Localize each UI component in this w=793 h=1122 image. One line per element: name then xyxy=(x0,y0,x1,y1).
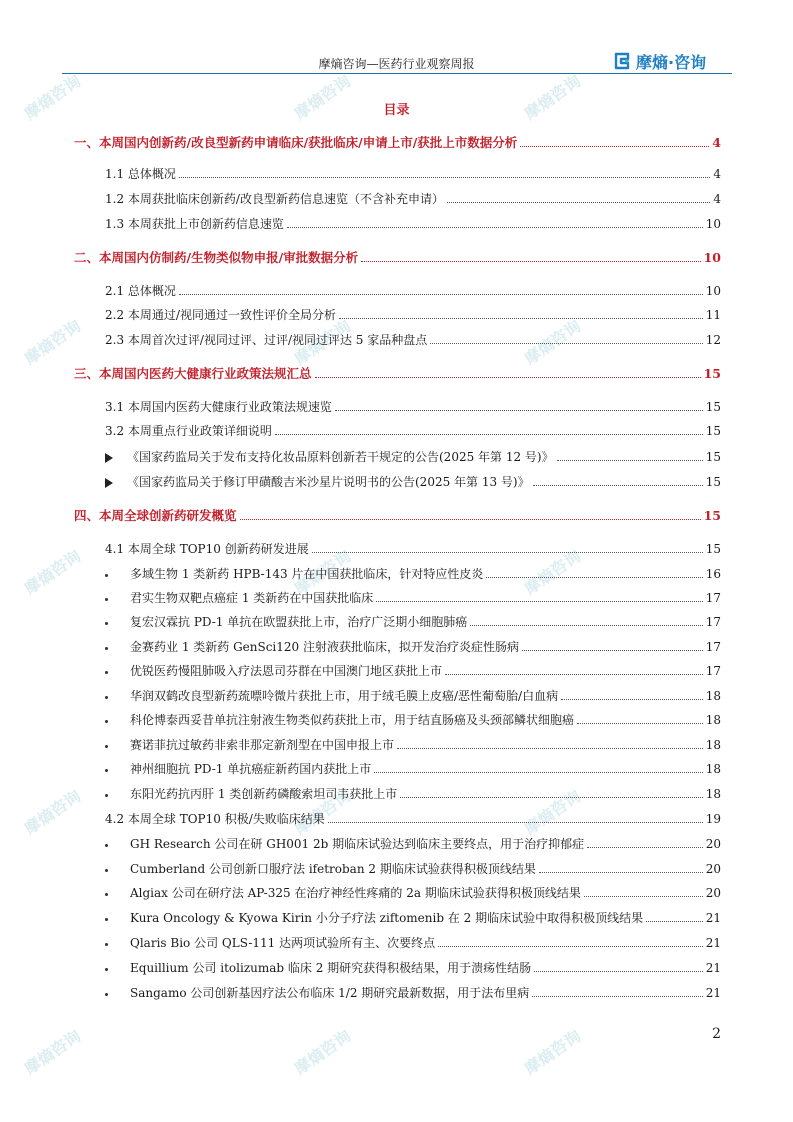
toc-section-entry[interactable] xyxy=(0,130,793,150)
watermark: 摩熵咨询 xyxy=(20,1026,85,1079)
toc-entry-page: 19 xyxy=(705,812,721,826)
dot-bullet-icon xyxy=(105,968,108,971)
dot-bullet-icon xyxy=(105,671,108,674)
toc-entry-page: 20 xyxy=(705,886,721,900)
arrow-bullet-icon xyxy=(105,453,113,463)
toc-entry[interactable] xyxy=(0,327,793,347)
dot-bullet-icon xyxy=(105,893,108,896)
toc-entry-page: 11 xyxy=(705,308,721,322)
toc-entry-text: 3.1 本周国内医药大健康行业政策法规速览 xyxy=(105,400,332,414)
logo-icon xyxy=(612,51,632,71)
toc-entry-page: 4 xyxy=(713,167,721,181)
toc-entry[interactable] xyxy=(0,955,793,975)
toc-entry-page: 17 xyxy=(705,591,721,605)
watermark: 摩熵咨询 xyxy=(20,71,85,124)
toc-entry[interactable] xyxy=(0,394,793,414)
dot-bullet-icon xyxy=(105,720,108,723)
toc-entry[interactable] xyxy=(0,781,793,801)
toc-entry[interactable] xyxy=(0,980,793,1000)
page-number: 2 xyxy=(712,1026,721,1042)
toc-leader-dots xyxy=(447,202,710,203)
toc-entry-page: 15 xyxy=(705,424,721,438)
toc-entry-text: 2.2 本周通过/视同通过一致性评价全局分析 xyxy=(105,308,336,322)
toc-entry-page: 12 xyxy=(705,333,721,347)
toc-entry-text: 1.3 本周获批上市创新药信息速览 xyxy=(105,217,284,231)
toc-entry-text: 华润双鹤改良型新药巯嘌呤微片获批上市，用于绒毛膜上皮癌/恶性葡萄胎/白血病 xyxy=(130,689,559,703)
toc-leader-dots xyxy=(532,996,702,997)
toc-entry-page: 15 xyxy=(705,475,721,489)
toc-entry-page: 18 xyxy=(705,738,721,752)
toc-leader-dots xyxy=(587,847,703,848)
toc-section-entry[interactable] xyxy=(0,361,793,381)
toc-entry-text: GH Research 公司在研 GH001 2b 期临床试验达到临床主要终点，用于治疗抑郁症 xyxy=(130,837,585,851)
toc-entry[interactable] xyxy=(0,905,793,925)
toc-entry-page: 18 xyxy=(705,762,721,776)
toc-entry[interactable] xyxy=(0,444,793,464)
dot-bullet-icon xyxy=(105,622,108,625)
toc-leader-dots xyxy=(400,797,702,798)
toc-leader-dots xyxy=(584,896,703,897)
watermark: 摩熵咨询 xyxy=(520,71,585,124)
watermark: 摩熵咨询 xyxy=(290,786,355,839)
toc-entry-page: 17 xyxy=(705,615,721,629)
toc-leader-dots xyxy=(374,772,702,773)
toc-entry[interactable] xyxy=(0,756,793,776)
toc-entry-page: 20 xyxy=(705,837,721,851)
dot-bullet-icon xyxy=(105,745,108,748)
toc-leader-dots xyxy=(561,699,703,700)
toc-entry-page: 21 xyxy=(705,961,721,975)
toc-entry-text: 3.2 本周重点行业政策详细说明 xyxy=(105,424,272,438)
company-logo xyxy=(612,50,722,72)
toc-entry-text: 《国家药监局关于修订甲磺酸吉米沙星片说明书的公告(2025 年第 13 号)》 xyxy=(127,475,530,489)
toc-entry-text: 2.1 总体概况 xyxy=(105,284,176,298)
toc-entry-page: 21 xyxy=(705,911,721,925)
toc-entry[interactable] xyxy=(0,186,793,206)
toc-leader-dots xyxy=(287,227,703,228)
toc-entry-text: 三、本周国内医药大健康行业政策法规汇总 xyxy=(74,366,312,381)
toc-leader-dots xyxy=(534,971,703,972)
toc-leader-dots xyxy=(312,552,703,553)
toc-leader-dots xyxy=(533,485,703,486)
watermark: 摩熵咨询 xyxy=(520,316,585,369)
toc-entry[interactable] xyxy=(0,609,793,629)
dot-bullet-icon xyxy=(105,696,108,699)
toc-leader-dots xyxy=(438,946,703,947)
toc-entry-page: 15 xyxy=(703,508,721,523)
toc-leader-dots xyxy=(275,434,703,435)
dot-bullet-icon xyxy=(105,598,108,601)
toc-section-entry[interactable] xyxy=(0,503,793,523)
dot-bullet-icon xyxy=(105,844,108,847)
header-divider xyxy=(62,73,732,74)
toc-entry[interactable] xyxy=(0,683,793,703)
dot-bullet-icon xyxy=(105,993,108,996)
toc-entry-page: 15 xyxy=(705,542,721,556)
watermark: 摩熵咨询 xyxy=(20,316,85,369)
toc-leader-dots xyxy=(397,748,703,749)
toc-entry-page: 4 xyxy=(713,192,721,206)
toc-leader-dots xyxy=(179,177,710,178)
toc-title: 目录 xyxy=(383,103,410,118)
toc-entry[interactable] xyxy=(0,211,793,231)
toc-leader-dots xyxy=(646,921,703,922)
toc-entry[interactable] xyxy=(0,732,793,752)
toc-entry-page: 15 xyxy=(705,450,721,464)
toc-entry-page: 21 xyxy=(705,986,721,1000)
dot-bullet-icon xyxy=(105,869,108,872)
toc-entry-page: 18 xyxy=(705,713,721,727)
toc-entry-text: 科伦博泰西妥昔单抗注射液生物类似药获批上市，用于结直肠癌及头颈部鳞状细胞癌 xyxy=(130,713,575,727)
toc-entry[interactable] xyxy=(0,658,793,678)
toc-entry-text: 二、本周国内仿制药/生物类似物申报/审批数据分析 xyxy=(74,250,359,265)
toc-leader-dots xyxy=(376,601,702,602)
toc-entry[interactable] xyxy=(0,302,793,322)
toc-entry-text: 1.2 本周获批临床创新药/改良型新药信息速览（不含补充申请） xyxy=(105,192,444,206)
toc-entry-text: 复宏汉霖抗 PD-1 单抗在欧盟获批上市，治疗广泛期小细胞肺癌 xyxy=(130,615,468,629)
toc-entry[interactable] xyxy=(0,806,793,826)
toc-entry[interactable] xyxy=(0,856,793,876)
toc-leader-dots xyxy=(179,294,703,295)
toc-leader-dots xyxy=(445,674,703,675)
toc-leader-dots xyxy=(339,318,703,319)
watermark: 摩熵咨询 xyxy=(520,1026,585,1079)
toc-leader-dots xyxy=(430,343,702,344)
toc-leader-dots xyxy=(520,146,709,147)
toc-leader-dots xyxy=(315,377,701,378)
toc-entry-text: 多域生物 1 类新药 HPB-143 片在中国获批临床，针对特应性皮炎 xyxy=(130,567,484,581)
toc-entry-text: 东阳光药抗丙肝 1 类创新药磷酸索坦司韦获批上市 xyxy=(130,787,398,801)
toc-leader-dots xyxy=(539,872,703,873)
toc-entry[interactable] xyxy=(0,634,793,654)
toc-entry-page: 21 xyxy=(705,936,721,950)
watermark: 摩熵咨询 xyxy=(520,786,585,839)
watermark: 摩熵咨询 xyxy=(290,546,355,599)
toc-entry[interactable] xyxy=(0,930,793,950)
toc-entry-page: 4 xyxy=(712,135,721,150)
watermark: 摩熵咨询 xyxy=(290,316,355,369)
logo-text: 摩熵·咨询 xyxy=(636,52,707,72)
toc-entry-text: 2.3 本周首次过评/视同过评、过评/视同过评达 5 家品种盘点 xyxy=(105,333,428,347)
toc-entry-text: 1.1 总体概况 xyxy=(105,167,176,181)
toc-entry-text: 四、本周全球创新药研发概览 xyxy=(74,508,237,523)
toc-entry-page: 18 xyxy=(705,787,721,801)
toc-entry-text: Kura Oncology & Kyowa Kirin 小分子疗法 ziftomenib 在 2 期临床试验中取得积极顶线结果 xyxy=(130,911,644,925)
header-title: 摩熵咨询—医药行业观察周报 xyxy=(318,57,475,71)
dot-bullet-icon xyxy=(105,943,108,946)
toc-leader-dots xyxy=(470,625,702,626)
toc-entry[interactable] xyxy=(0,278,793,298)
dot-bullet-icon xyxy=(105,574,108,577)
toc-entry-text: 君实生物双靶点癌症 1 类新药在中国获批临床 xyxy=(130,591,374,605)
toc-entry-text: 一、本周国内创新药/改良型新药申请临床/获批临床/申请上市/获批上市数据分析 xyxy=(74,135,518,150)
watermark: 摩熵咨询 xyxy=(520,546,585,599)
toc-entry-text: Sangamo 公司创新基因疗法公布临床 1/2 期研究最新数据，用于法布里病 xyxy=(130,986,530,1000)
toc-entry[interactable] xyxy=(0,536,793,556)
dot-bullet-icon xyxy=(105,769,108,772)
toc-entry-page: 16 xyxy=(705,567,721,581)
arrow-bullet-icon xyxy=(105,478,113,488)
toc-entry-text: 《国家药监局关于发布支持化妆品原料创新若干规定的公告(2025 年第 12 号)》 xyxy=(127,450,554,464)
toc-entry-text: Qlaris Bio 公司 QLS-111 达两项试验所有主、次要终点 xyxy=(130,936,436,950)
toc-leader-dots xyxy=(328,822,703,823)
dot-bullet-icon xyxy=(105,647,108,650)
toc-entry-text: Cumberland 公司创新口服疗法 ifetroban 2 期临床试验获得积极顶线结果 xyxy=(130,862,536,876)
toc-entry-page: 15 xyxy=(705,400,721,414)
toc-entry-page: 10 xyxy=(705,284,721,298)
watermark: 摩熵咨询 xyxy=(20,546,85,599)
toc-leader-dots xyxy=(577,723,703,724)
dot-bullet-icon xyxy=(105,794,108,797)
toc-entry[interactable] xyxy=(0,880,793,900)
toc-leader-dots xyxy=(240,519,701,520)
toc-entry-text: 4.1 本周全球 TOP10 创新药研发进展 xyxy=(105,542,309,556)
watermark: 摩熵咨询 xyxy=(290,1026,355,1079)
toc-entry[interactable] xyxy=(0,469,793,489)
toc-leader-dots xyxy=(361,261,700,262)
toc-entry-text: Algiax 公司在研疗法 AP-325 在治疗神经性疼痛的 2a 期临床试验获得积极顶线结果 xyxy=(130,886,581,900)
toc-entry-page: 20 xyxy=(705,862,721,876)
toc-entry[interactable] xyxy=(0,418,793,438)
toc-entry[interactable] xyxy=(0,561,793,581)
toc-entry-text: 神州细胞抗 PD-1 单抗癌症新药国内获批上市 xyxy=(130,762,372,776)
toc-entry[interactable] xyxy=(0,585,793,605)
toc-entry-page: 17 xyxy=(705,640,721,654)
toc-entry-text: Equillium 公司 itolizumab 临床 2 期研究获得积极结果，用于溃疡性结肠 xyxy=(130,961,532,975)
toc-leader-dots xyxy=(522,650,703,651)
toc-entry-page: 15 xyxy=(703,366,721,381)
toc-entry-page: 10 xyxy=(705,217,721,231)
watermark: 摩熵咨询 xyxy=(290,71,355,124)
toc-leader-dots xyxy=(335,410,703,411)
toc-entry-page: 18 xyxy=(705,689,721,703)
toc-entry-page: 17 xyxy=(705,664,721,678)
watermark: 摩熵咨询 xyxy=(20,786,85,839)
toc-leader-dots xyxy=(557,460,703,461)
toc-entry[interactable] xyxy=(0,707,793,727)
toc-section-entry[interactable] xyxy=(0,245,793,265)
toc-entry-page: 10 xyxy=(703,250,721,265)
toc-entry[interactable] xyxy=(0,831,793,851)
toc-entry-text: 金赛药业 1 类新药 GenSci120 注射液获批临床，拟开发治疗炎症性肠病 xyxy=(130,640,519,654)
toc-entry-text: 赛诺菲抗过敏药非索非那定新剂型在中国申报上市 xyxy=(130,738,395,752)
toc-leader-dots xyxy=(486,577,702,578)
toc-entry[interactable] xyxy=(0,161,793,181)
toc-entry-text: 4.2 本周全球 TOP10 积极/失败临床结果 xyxy=(105,812,325,826)
dot-bullet-icon xyxy=(105,918,108,921)
toc-entry-text: 优锐医药慢阻肺吸入疗法恩司芬群在中国澳门地区获批上市 xyxy=(130,664,443,678)
